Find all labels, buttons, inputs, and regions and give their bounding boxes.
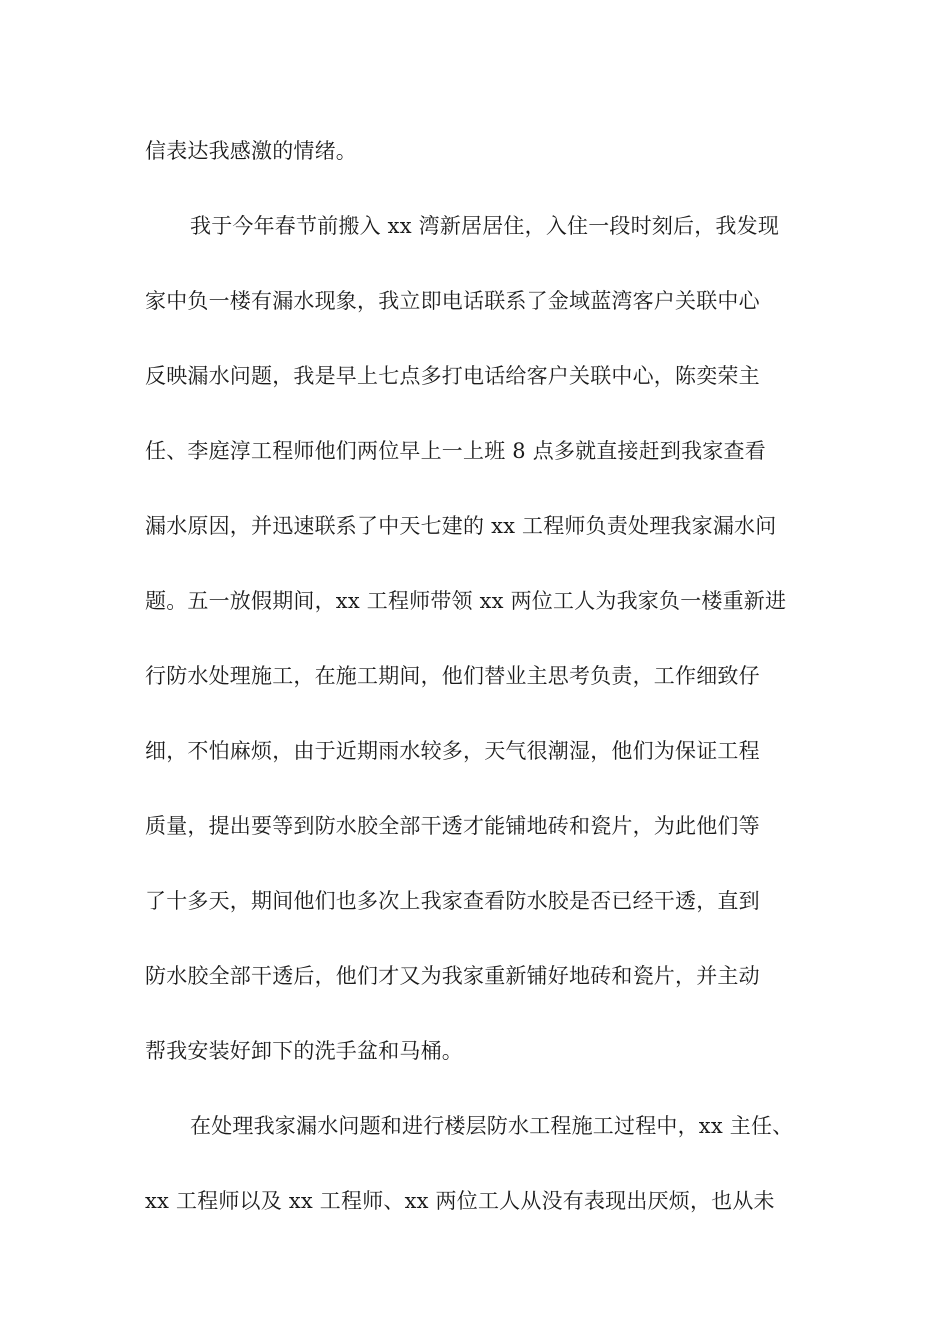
paragraph-2-line-10: 了十多天，期间他们也多次上我家查看防水胶是否已经干透，直到: [145, 889, 760, 913]
text-line-1: 信表达我感激的情绪。: [145, 139, 357, 163]
paragraph-2-line-8: 细，不怕麻烦，由于近期雨水较多，天气很潮湿，他们为保证工程: [145, 739, 760, 763]
paragraph-2-line-11: 防水胶全部干透后，他们才又为我家重新铺好地砖和瓷片，并主动: [145, 964, 760, 988]
paragraph-2-line-5: 漏水原因，并迅速联系了中天七建的 xx 工程师负责处理我家漏水问: [145, 514, 777, 538]
paragraph-3-line-1: 在处理我家漏水问题和进行楼层防水工程施工过程中，xx 主任、: [190, 1114, 794, 1138]
paragraph-2-line-12: 帮我安装好卸下的洗手盆和马桶。: [145, 1039, 463, 1063]
paragraph-2-line-1: 我于今年春节前搬入 xx 湾新居居住，入住一段时刻后，我发现: [190, 214, 780, 238]
paragraph-2-line-4: 任、李庭淳工程师他们两位早上一上班 8 点多就直接赶到我家查看: [145, 439, 766, 463]
paragraph-2-line-3: 反映漏水问题，我是早上七点多打电话给客户关联中心，陈奕荣主: [145, 364, 760, 388]
paragraph-2-line-2: 家中负一楼有漏水现象，我立即电话联系了金域蓝湾客户关联中心: [145, 289, 760, 313]
paragraph-3-line-2: xx 工程师以及 xx 工程师、xx 两位工人从没有表现出厌烦，也从未: [145, 1189, 775, 1213]
paragraph-2-line-7: 行防水处理施工，在施工期间，他们替业主思考负责，工作细致仔: [145, 664, 760, 688]
paragraph-2-line-6: 题。五一放假期间，xx 工程师带领 xx 两位工人为我家负一楼重新进: [145, 589, 787, 613]
paragraph-2-line-9: 质量，提出要等到防水胶全部干透才能铺地砖和瓷片，为此他们等: [145, 814, 760, 838]
